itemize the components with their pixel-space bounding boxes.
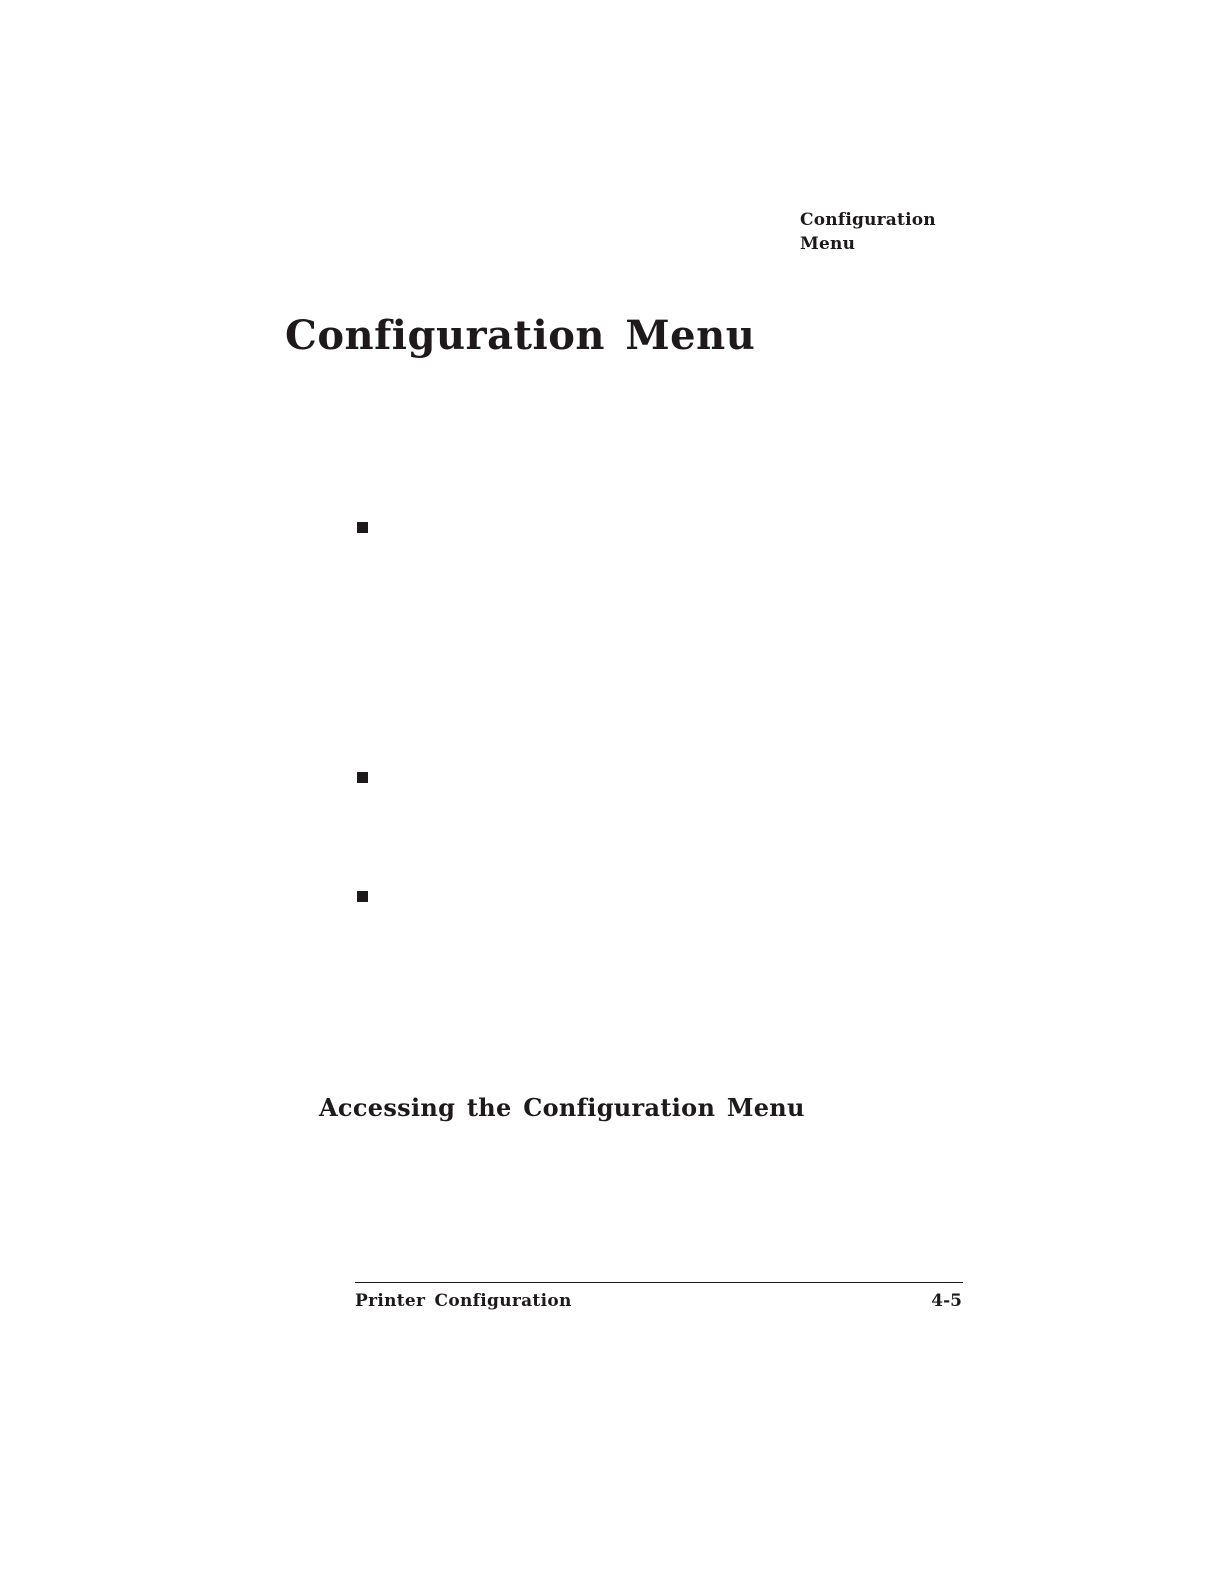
running-head-line-1: Configuration	[800, 210, 936, 230]
bullet-square-icon	[357, 772, 368, 783]
page-number: 4-5	[931, 1291, 962, 1311]
bullet-square-icon	[357, 522, 368, 533]
running-head-line-2: Menu	[800, 234, 856, 254]
page-title: Configuration Menu	[285, 312, 756, 359]
running-head	[800, 208, 1000, 256]
footer-divider	[355, 1282, 963, 1283]
footer-chapter-title: Printer Configuration	[355, 1291, 572, 1311]
bullet-square-icon	[357, 891, 368, 902]
section-heading: Accessing the Configuration Menu	[319, 1093, 805, 1122]
